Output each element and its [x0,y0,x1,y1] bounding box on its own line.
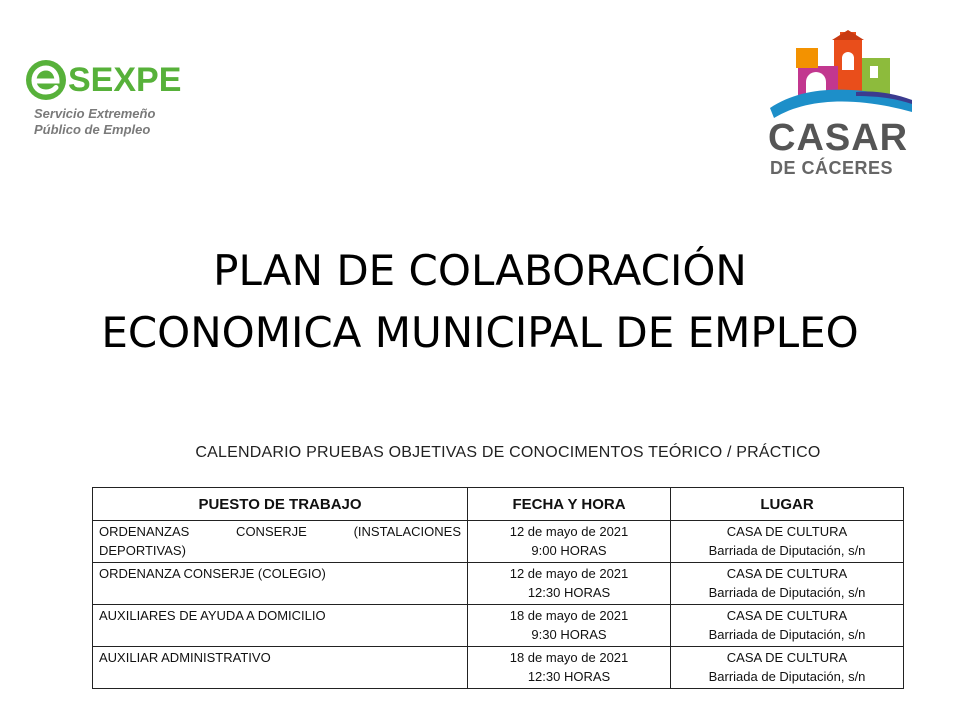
place-text: CASA DE CULTURA [726,566,848,581]
table-row [93,647,904,689]
time-text: 9:00 HORAS [531,543,607,558]
sexpe-subtitle-line1: Servicio Extremeño [34,106,156,121]
address-text: Barriada de Diputación, s/n [708,585,866,600]
address-text: Barriada de Diputación, s/n [708,543,866,558]
place-text: CASA DE CULTURA [726,650,848,665]
page-title [0,240,960,364]
table-row [93,605,904,647]
time-text: 9:30 HORAS [531,627,607,642]
time-text: 12:30 HORAS [527,669,611,684]
table-header-row [93,488,904,521]
place-text: CASA DE CULTURA [726,524,848,539]
schedule-table [92,487,904,689]
sexpe-e-icon [24,58,68,102]
date-cell [468,647,671,689]
job-cell: ORDENANZA CONSERJE (COLEGIO) [93,563,468,605]
date-text: 12 de mayo de 2021 [509,524,629,539]
job-cell: AUXILIAR ADMINISTRATIVO [93,647,468,689]
sexpe-brand-name: SEXPE [68,61,182,99]
place-cell [671,563,904,605]
place-cell [671,521,904,563]
address-text: Barriada de Diputación, s/n [708,669,866,684]
date-text: 18 de mayo de 2021 [509,650,629,665]
address-text: Barriada de Diputación, s/n [708,627,866,642]
job-cell: AUXILIARES DE AYUDA A DOMICILIO [93,605,468,647]
casar-town-icon [766,30,916,122]
casar-subtitle: DE CÁCERES [770,158,894,178]
place-text: CASA DE CULTURA [726,608,848,623]
title-line1: PLAN DE COLABORACIÓN [213,246,747,295]
time-text: 12:30 HORAS [527,585,611,600]
casar-name: CASAR [768,117,909,159]
job-cell: ORDENANZAS CONSERJE (INSTALACIONES DEPORTIVAS) [93,521,468,563]
column-header-date: FECHA Y HORA [468,488,671,521]
date-cell [468,563,671,605]
date-text: 18 de mayo de 2021 [509,608,629,623]
column-header-place: LUGAR [671,488,904,521]
title-line2: ECONOMICA MUNICIPAL DE EMPLEO [101,308,859,357]
calendar-heading: CALENDARIO PRUEBAS OBJETIVAS DE CONOCIMENTOS TEÓRICO / PRÁCTICO [195,444,821,461]
casar-logo [766,30,916,180]
place-cell [671,605,904,647]
sexpe-logo [24,58,204,140]
date-cell [468,521,671,563]
date-text: 12 de mayo de 2021 [509,566,629,581]
place-cell [671,647,904,689]
date-cell [468,605,671,647]
sexpe-subtitle-line2: Público de Empleo [34,122,151,137]
column-header-job: PUESTO DE TRABAJO [93,488,468,521]
table-row [93,563,904,605]
table-row [93,521,904,563]
